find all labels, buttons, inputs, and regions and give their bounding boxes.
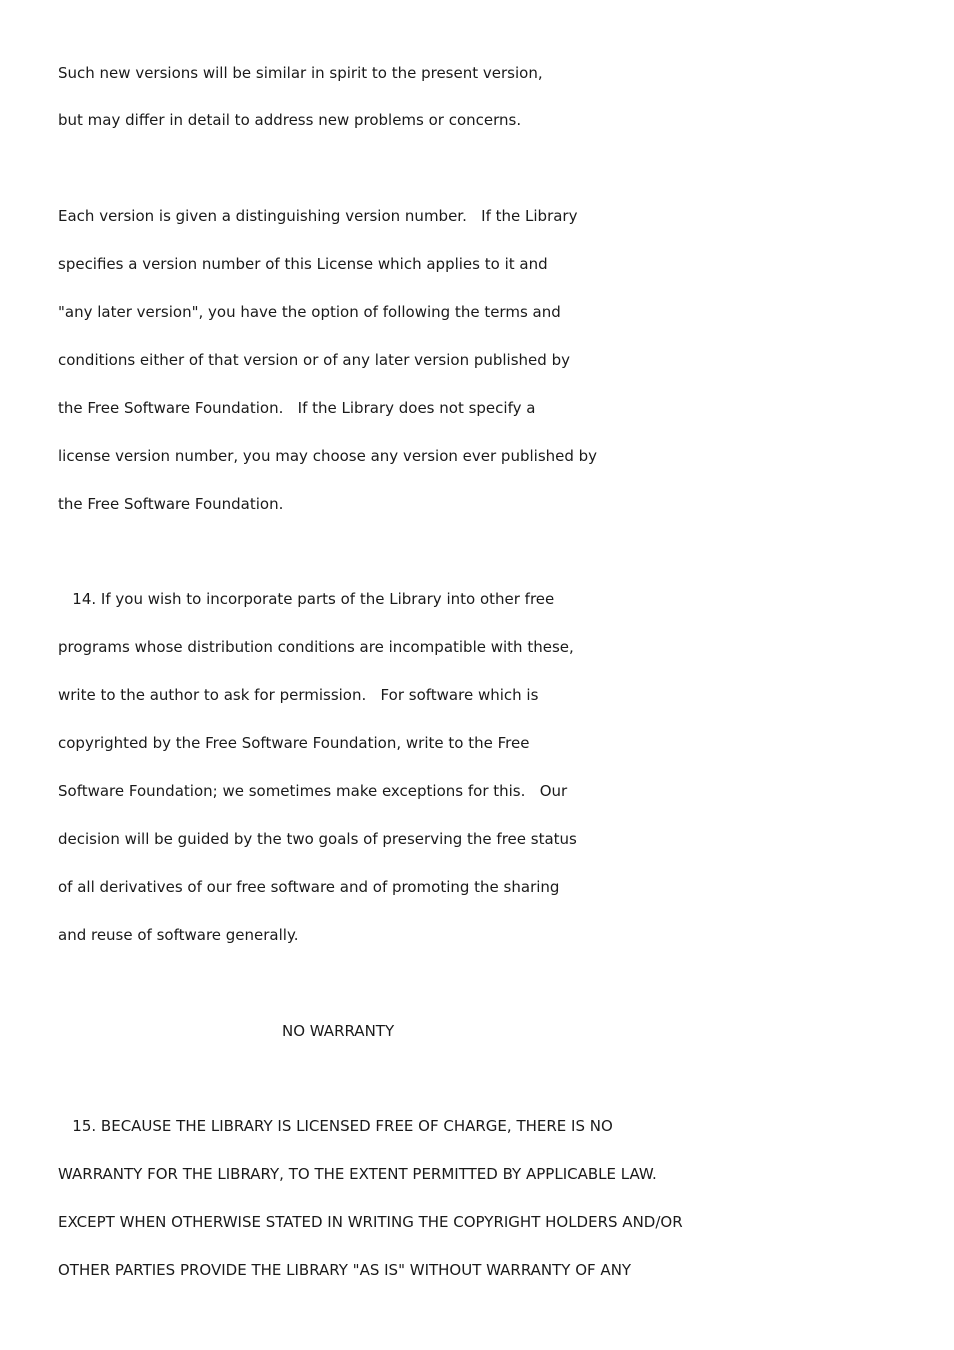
text-line: but may differ in detail to address new problems or concerns. — [58, 111, 522, 129]
text-line: programs whose distribution conditions are incompatible with these, — [58, 638, 574, 656]
text-line: license version number, you may choose any version ever published by — [58, 447, 598, 465]
text-line: Software Foundation; we sometimes make exceptions for this. Our — [58, 782, 568, 800]
text-line: 14. If you wish to incorporate parts of the Library into other free — [58, 590, 555, 608]
text-line: the Free Software Foundation. If the Library does not specify a — [58, 399, 536, 417]
text-line: the Free Software Foundation. — [58, 495, 284, 513]
text-line: Each version is given a distinguishing version number. If the Library — [58, 207, 578, 225]
text-line: WARRANTY FOR THE LIBRARY, TO THE EXTENT PERMITTED BY APPLICABLE LAW. — [58, 1165, 657, 1183]
text-line: and reuse of software generally. — [58, 926, 299, 944]
text-line: 15. BECAUSE THE LIBRARY IS LICENSED FREE OF CHARGE, THERE IS NO — [58, 1117, 613, 1135]
text-line: Such new versions will be similar in spirit to the present version, — [58, 64, 543, 82]
text-line: "any later version", you have the option of following the terms and — [58, 303, 561, 321]
no-warranty-heading: NO WARRANTY — [282, 1022, 395, 1040]
text-line: copyrighted by the Free Software Foundation, write to the Free — [58, 734, 530, 752]
text-line: decision will be guided by the two goals of preserving the free status — [58, 830, 577, 848]
text-line: EXCEPT WHEN OTHERWISE STATED IN WRITING THE COPYRIGHT HOLDERS AND/OR — [58, 1213, 683, 1231]
text-line: conditions either of that version or of any later version published by — [58, 351, 570, 369]
text-line: OTHER PARTIES PROVIDE THE LIBRARY "AS IS" WITHOUT WARRANTY OF ANY — [58, 1261, 632, 1279]
text-line: write to the author to ask for permission. For software which is — [58, 686, 539, 704]
text-line: of all derivatives of our free software and of promoting the sharing — [58, 878, 560, 896]
text-line: specifies a version number of this License which applies to it and — [58, 255, 548, 273]
